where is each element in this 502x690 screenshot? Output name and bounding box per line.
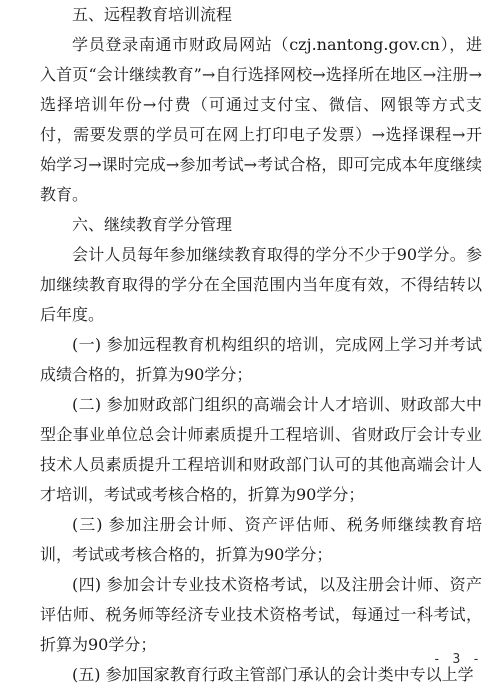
paragraph-item-4: (四) 参加会计专业技术资格考试，以及注册会计师、资产评估师、税务师等经济专业技术资格考试，每通过一科考试，折算为90学分； <box>40 575 482 654</box>
page-number: - 3 - <box>432 652 482 667</box>
paragraph-credit-requirement: 会计人员每年参加继续教育取得的学分不少于90学分。参加继续教育取得的学分在全国范围内当年度有效，不得结转以后年度。 <box>40 245 482 324</box>
paragraph-training-process: 学员登录南通市财政局网站（czj.nantong.gov.cn），进入首页“会计继续教育”→自行选择网校→选择所在地区→注册→选择培训年份→付费（可通过支付宝、微信、网银等方式支付，需要发票的学员可在网上打印电子发票）→选择课程→开始学习→课时完成→参加考试→考试合格，即可完成本年度继续教育。 <box>40 35 482 204</box>
paragraph-item-1: (一) 参加远程教育机构组织的培训，完成网上学习并考试成绩合格的，折算为90学分； <box>40 335 482 384</box>
paragraph-item-3: (三) 参加注册会计师、资产评估师、税务师继续教育培训，考试或考核合格的，折算为90学分； <box>40 515 482 564</box>
document-page <box>40 0 482 690</box>
section-heading-remote-training: 五、远程教育培训流程 <box>72 5 233 24</box>
paragraph-item-2: (二) 参加财政部门组织的高端会计人才培训、财政部大中型企事业单位总会计师素质提升工程培训、省财政厅会计专业技术人员素质提升工程培训和财政部门认可的其他高端会计人才培训，考试或考核合格的，折算为90学分； <box>40 395 482 504</box>
section-heading-credit-management: 六、继续教育学分管理 <box>72 215 233 234</box>
paragraph-item-5: (五) 参加国家教育行政主管部门承认的会计类中专以上学 <box>72 665 474 684</box>
